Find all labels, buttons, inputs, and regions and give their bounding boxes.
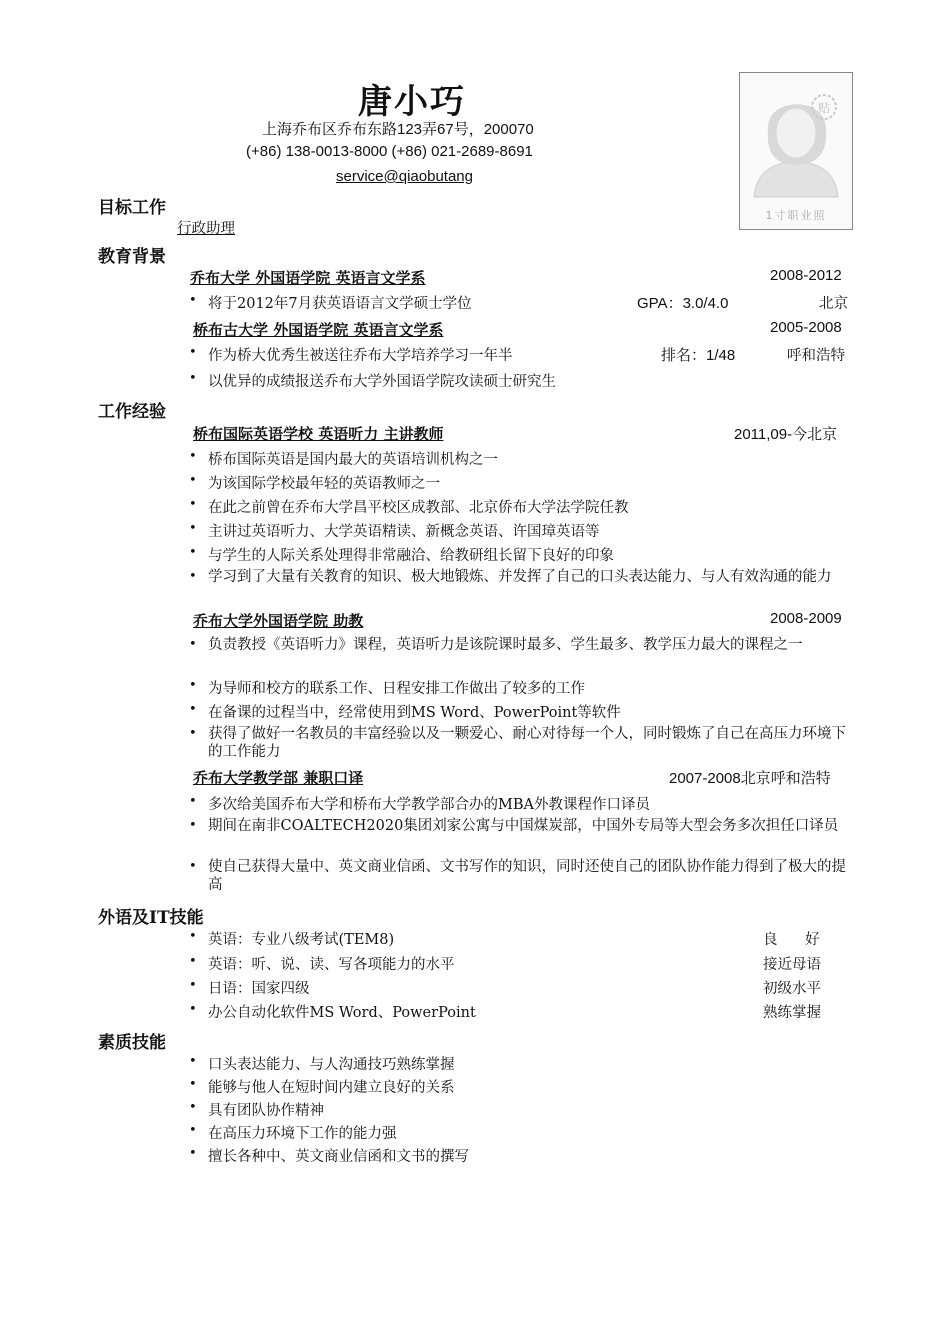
bullet: • xyxy=(189,818,197,833)
bullet: • xyxy=(189,473,197,488)
work-date: 2007-2008北京呼和浩特 xyxy=(669,770,831,787)
section-education: 教育背景 xyxy=(98,247,166,267)
bullet: • xyxy=(189,371,197,386)
bullet: • xyxy=(189,1100,197,1115)
bullet: • xyxy=(189,637,197,652)
section-work: 工作经验 xyxy=(98,402,166,422)
photo-caption: 1寸职业照 xyxy=(765,209,827,222)
list-item: 具有团队协作精神 xyxy=(208,1103,324,1119)
education-location: 北京 xyxy=(819,296,848,312)
skill-level: 初级水平 xyxy=(763,981,821,997)
work-heading: 桥布国际英语学校 英语听力 主讲教师 xyxy=(193,425,444,443)
education-location: 呼和浩特 xyxy=(787,348,845,364)
section-quality: 素质技能 xyxy=(98,1033,166,1053)
skill-level: 接近母语 xyxy=(763,957,821,973)
bullet: • xyxy=(189,449,197,464)
resume-name: 唐小巧 xyxy=(358,82,466,122)
person-silhouette-icon xyxy=(740,73,852,229)
list-item: 为该国际学校最年轻的英语教师之一 xyxy=(208,476,440,492)
work-heading: 乔布大学外国语学院 助教 xyxy=(193,612,364,630)
education-date: 2005-2008 xyxy=(770,319,842,336)
education-heading: 桥布古大学 外国语学院 英语言文学系 xyxy=(193,321,444,339)
education-date: 2008-2012 xyxy=(770,267,842,284)
skill-item: 办公自动化软件MS Word、PowerPoint xyxy=(208,1005,476,1021)
bullet: • xyxy=(189,1123,197,1138)
bullet: • xyxy=(189,569,197,584)
skill-item: 英语：专业八级考试(TEM8) xyxy=(208,932,395,948)
list-item: 与学生的人际关系处理得非常融洽、给教研组长留下良好的印象 xyxy=(208,548,614,564)
work-date: 2008-2009 xyxy=(770,610,842,627)
list-item: 在高压力环境下工作的能力强 xyxy=(208,1126,397,1142)
list-item: 主讲过英语听力、大学英语精读、新概念英语、许国璋英语等 xyxy=(208,524,600,540)
bullet: • xyxy=(189,1146,197,1161)
work-date: 2011,09-今北京 xyxy=(734,426,838,443)
list-item: 能够与他人在短时间内建立良好的关系 xyxy=(208,1080,455,1096)
bullet: • xyxy=(189,726,197,741)
list-item: 期间在南非COALTECH2020集团刘家公寓与中国煤炭部，中国外专局等大型会务多次担任口译员 xyxy=(208,818,839,834)
section-objective: 目标工作 xyxy=(98,198,166,218)
list-item: 为导师和校方的联系工作、日程安排工作做出了较多的工作 xyxy=(208,681,585,697)
skill-level: 良 好 xyxy=(763,932,820,948)
skill-level: 熟练掌握 xyxy=(763,1005,821,1021)
list-item: 负责教授《英语听力》课程，英语听力是该院课时最多、学生最多、教学压力最大的课程之一 xyxy=(208,637,803,653)
list-item: 在备课的过程当中，经常使用到MS Word、PowerPoint等软件 xyxy=(208,705,621,721)
bullet: • xyxy=(189,954,197,969)
list-item: 擅长各种中、英文商业信函和文书的撰写 xyxy=(208,1149,469,1165)
bullet: • xyxy=(189,794,197,809)
list-item: 多次给美国乔布大学和桥布大学教学部合办的MBA外教课程作口译员 xyxy=(208,797,650,813)
bullet: • xyxy=(189,929,197,944)
list-item: 使自己获得大量中、英文商业信函、文书写作的知识，同时还使自己的团队协作能力得到了极大的提高 xyxy=(208,859,846,893)
bullet: • xyxy=(189,1077,197,1092)
bullet: • xyxy=(189,1002,197,1017)
phone-numbers: (+86) 138-0013-8000 (+86) 021-2689-8691 xyxy=(246,143,533,160)
bullet: • xyxy=(189,678,197,693)
bullet: • xyxy=(189,1054,197,1069)
list-item: 桥布国际英语是国内最大的英语培训机构之一 xyxy=(208,452,498,468)
education-gpa: GPA：3.0/4.0 xyxy=(637,295,729,312)
list-item: 在此之前曾在乔布大学昌平校区成教部、北京侨布大学法学院任教 xyxy=(208,500,629,516)
list-item: 将于2012年7月获英语语言文学硕士学位 xyxy=(208,296,472,312)
skill-item: 日语：国家四级 xyxy=(208,981,310,997)
bullet: • xyxy=(189,702,197,717)
education-rank: 排名：1/48 xyxy=(661,347,736,364)
photo-placeholder xyxy=(739,72,853,230)
bullet: • xyxy=(189,293,197,308)
list-item: 获得了做好一名教员的丰富经验以及一颗爱心、耐心对待每一个人，同时锻炼了自己在高压力环境下的工作能力 xyxy=(208,726,846,760)
email-link[interactable]: service@qiaobutang xyxy=(336,168,473,185)
skill-item: 英语：听、说、读、写各项能力的水平 xyxy=(208,957,455,973)
bullet: • xyxy=(189,978,197,993)
bullet: • xyxy=(189,859,197,874)
list-item: 作为桥大优秀生被送往乔布大学培养学习一年半 xyxy=(208,348,513,364)
work-heading: 乔布大学教学部 兼职口译 xyxy=(193,769,364,787)
photo-stamp: 贴 xyxy=(817,101,831,115)
section-language-it: 外语及IT技能 xyxy=(98,908,204,928)
address: 上海乔布区乔布东路123弄67号，200070 xyxy=(262,121,534,138)
list-item: 口头表达能力、与人沟通技巧熟练掌握 xyxy=(208,1057,455,1073)
objective-value: 行政助理 xyxy=(177,221,235,237)
list-item: 以优异的成绩报送乔布大学外国语学院攻读硕士研究生 xyxy=(208,374,556,390)
bullet: • xyxy=(189,497,197,512)
list-item: 学习到了大量有关教育的知识、极大地锻炼、并发挥了自己的口头表达能力、与人有效沟通的能力 xyxy=(208,569,832,585)
bullet: • xyxy=(189,521,197,536)
bullet: • xyxy=(189,545,197,560)
bullet: • xyxy=(189,345,197,360)
education-heading: 乔布大学 外国语学院 英语言文学系 xyxy=(190,269,426,287)
